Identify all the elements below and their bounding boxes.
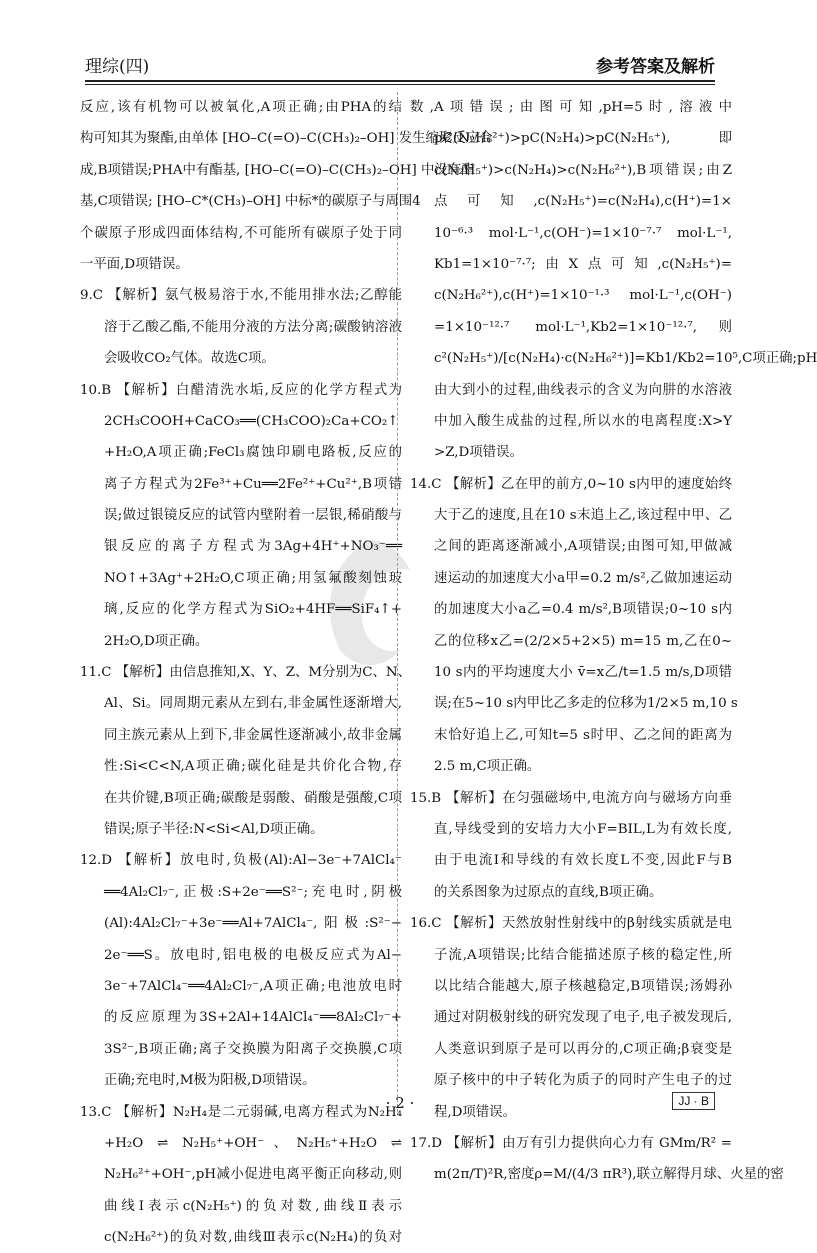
header-right-title: 参考答案及解析	[596, 57, 715, 77]
text-line: 以比结合能越大,原子核越稳定,B项错误;汤姆孙	[434, 978, 732, 994]
column-divider	[397, 92, 398, 1112]
text-line: 离子方程式为2Fe³⁺+Cu══2Fe²⁺+Cu²⁺,B项错	[104, 476, 402, 492]
text-line: 10⁻⁶·³ mol·L⁻¹,c(OH⁻)=1×10⁻⁷·⁷ mol·L⁻¹,	[434, 225, 732, 241]
page-header	[85, 52, 715, 77]
text-line: =1×10⁻¹²·⁷ mol·L⁻¹,Kb2=1×10⁻¹²·⁷,则	[434, 319, 732, 335]
text-line: m(2π/T)²R,密度ρ=M/(4/3 πR³),联立解得月球、火星的密	[434, 1167, 784, 1183]
text-line: 乙的位移x乙=(2/2×5+2×5) m=15 m,乙在0~	[434, 633, 732, 649]
text-line: 误;做过银镜反应的试管内壁附着一层银,稀硝酸与	[104, 508, 402, 524]
text-line: 9.C 【解析】氨气极易溶于水,不能用排水法;乙醇能	[80, 288, 402, 304]
text-line: 溶于乙酸乙酯,不能用分液的方法分离;碳酸钠溶液	[104, 319, 402, 335]
text-line: pC(N₂H₆²⁺)>pC(N₂H₄)>pC(N₂H₅⁺),即	[434, 131, 732, 147]
text-line: Al、Si。同周期元素从左到右,非金属性逐渐增大,	[104, 696, 402, 712]
text-line: 之间的距离逐渐减小,A项错误;由图可知,甲做减	[434, 539, 732, 555]
text-line: 14.C 【解析】乙在甲的前方,0~10 s内甲的速度始终	[410, 476, 732, 492]
text-line: 大于乙的速度,且在10 s末追上乙,该过程中甲、乙	[434, 508, 732, 524]
text-line: 的关系图象为过原点的直线,B项正确。	[434, 884, 663, 900]
text-line: 在共价键,B项正确;碳酸是弱酸、硝酸是强酸,C项	[104, 790, 402, 806]
text-line: +H₂O,A项正确;FeCl₃腐蚀印刷电路板,反应的	[104, 445, 402, 461]
text-line: 2.5 m,C项正确。	[434, 759, 541, 775]
text-line: 10.B 【解析】白醋清洗水垢,反应的化学方程式为	[80, 382, 402, 398]
text-line: 2e⁻══S。放电时,铝电极的电极反应式为Al−	[104, 947, 402, 963]
text-line: 13.C 【解析】N₂H₄是二元弱碱,电离方程式为N₂H₄	[80, 1104, 402, 1120]
text-line: 会吸收CO₂气体。故选C项。	[104, 351, 275, 367]
text-line: c(N₂H₆²⁺),c(H⁺)=1×10⁻¹·³ mol·L⁻¹,c(OH⁻)	[434, 288, 732, 304]
text-line: 17.D 【解析】由万有引力提供向心力有 GMm/R² =	[410, 1135, 732, 1151]
text-line: 成,B项错误;PHA中有酯基, [HO–C(=O)–C(CH₃)₂–OH] 中没有酯	[80, 162, 475, 178]
header-rule-thin	[85, 84, 715, 85]
text-line: 由于电流I和导线的有效长度L不变,因此F与B	[434, 853, 732, 869]
text-line: 速运动的加速度大小a甲=0.2 m/s²,乙做加速运动	[434, 570, 732, 586]
text-line: 中加入酸生成盐的过程,所以水的电离程度:X>Y	[434, 413, 732, 429]
text-line: 11.C 【解析】由信息推知,X、Y、Z、M分别为C、N、	[80, 665, 412, 681]
text-line: 数,A项错误;由图可知,pH=5时,溶液中	[410, 100, 732, 115]
text-line: 构可知其为聚酯,由单体 [HO–C(=O)–C(CH₃)₂–OH] 发生缩聚反应合	[80, 131, 493, 147]
text-line: 15.B 【解析】在匀强磁场中,电流方向与磁场方向垂	[410, 790, 732, 806]
right-column	[410, 92, 817, 1191]
text-line: c(N₂H₅⁺)>c(N₂H₄)>c(N₂H₆²⁺),B项错误;由Z	[434, 162, 732, 178]
text-line: ══4Al₂Cl₇⁻,正极:S+2e⁻══S²⁻;充电时,阴极	[104, 884, 402, 900]
text-line: 性:Si<C<N,A项正确;碳化硅是共价化合物,存	[104, 759, 402, 775]
text-line: 3S²⁻,B项正确;离子交换膜为阳离子交换膜,C项	[104, 1041, 402, 1057]
text-line: 点可知,c(N₂H₅⁺)=c(N₂H₄),c(H⁺)=1×	[434, 194, 732, 210]
text-line: N₂H₆²⁺+OH⁻,pH减小促进电离平衡正向移动,则	[104, 1167, 402, 1183]
text-line: (Al):4Al₂Cl₇⁻+3e⁻══Al+7AlCl₄⁻,阳极:S²⁻−	[104, 916, 402, 932]
text-line: 2H₂O,D项正确。	[104, 633, 209, 649]
text-line: c(N₂H₆²⁺)的负对数,曲线Ⅲ表示c(N₂H₄)的负对	[104, 1230, 402, 1246]
text-line: 程,D项错误。	[434, 1104, 516, 1120]
text-line: 2CH₃COOH+CaCO₃══(CH₃COO)₂Ca+CO₂↑	[104, 413, 399, 429]
text-line: 10 s内的平均速度大小 v̄=x乙/t=1.5 m/s,D项错	[434, 665, 732, 681]
text-line: 末恰好追上乙,可知t=5 s时甲、乙之间的距离为	[434, 727, 732, 743]
text-line: 原子核中的中子转化为质子的同时产生电子的过	[434, 1073, 732, 1089]
text-line: 曲线Ⅰ表示c(N₂H₅⁺)的负对数,曲线Ⅱ表示	[104, 1198, 402, 1214]
page-number: · 2 ·	[385, 1094, 415, 1112]
text-line: Kb1=1×10⁻⁷·⁷;由X点可知,c(N₂H₅⁺)=	[434, 256, 732, 272]
text-line: 误;在5~10 s内甲比乙多走的位移为1/2×5 m,10 s	[434, 696, 738, 712]
text-line: NO↑+3Ag⁺+2H₂O,C项正确;用氢氟酸刻蚀玻	[104, 570, 402, 586]
text-line: 直,导线受到的安培力大小F=BIL,L为有效长度,	[434, 821, 732, 837]
text-line: +H₂O ⇌ N₂H₅⁺+OH⁻、N₂H₅⁺+H₂O ⇌	[104, 1135, 402, 1151]
text-line: 同主族元素从上到下,非金属性逐渐减小,故非金属	[104, 727, 402, 743]
header-rule	[85, 80, 715, 82]
text-line: 个碳原子形成四面体结构,不可能所有碳原子处于同	[80, 225, 402, 241]
text-line: 正确;充电时,M极为阳极,D项错误。	[104, 1073, 316, 1089]
text-line: c²(N₂H₅⁺)/[c(N₂H₄)·c(N₂H₆²⁺)]=Kb1/Kb2=10⁵,C项正确;pH	[434, 351, 817, 367]
text-line: 通过对阴极射线的研究发现了电子,电子被发现后,	[434, 1010, 732, 1026]
text-line: 由大到小的过程,曲线表示的含义为向肼的水溶液	[434, 382, 732, 398]
text-line: 12.D 【解析】放电时,负极(Al):Al−3e⁻+7AlCl₄⁻	[80, 853, 402, 869]
text-line: 子流,A项错误;比结合能描述原子核的稳定性,所	[434, 947, 732, 963]
header-left-title: 理综(四)	[85, 57, 150, 77]
text-line: 一平面,D项错误。	[80, 256, 189, 272]
text-line: 的加速度大小a乙=0.4 m/s²,B项错误;0~10 s内	[434, 602, 732, 618]
text-line: 反应,该有机物可以被氧化,A项正确;由PHA的结	[80, 100, 402, 115]
text-line: 基,C项错误; [HO–C*(CH₃)–OH] 中标*的碳原子与周围4	[80, 194, 421, 210]
text-line: >Z,D项错误。	[434, 445, 523, 461]
text-line: 16.C 【解析】天然放射性射线中的β射线实质就是电	[410, 916, 732, 932]
text-line: 银反应的离子方程式为3Ag+4H⁺+NO₃⁻══	[104, 539, 402, 555]
footer-code: JJ · B	[672, 1092, 715, 1110]
text-line: 错误;原子半径:N<Si<Al,D项正确。	[104, 821, 324, 837]
text-line: 人类意识到原子是可以再分的,C项正确;β衰变是	[434, 1041, 732, 1057]
text-line: 璃,反应的化学方程式为SiO₂+4HF══SiF₄↑+	[104, 602, 402, 618]
text-line: 3e⁻+7AlCl₄⁻══4Al₂Cl₇⁻,A项正确;电池放电时	[104, 978, 402, 994]
text-line: 的反应原理为3S+2Al+14AlCl₄⁻══8Al₂Cl₇⁻+	[104, 1010, 402, 1026]
